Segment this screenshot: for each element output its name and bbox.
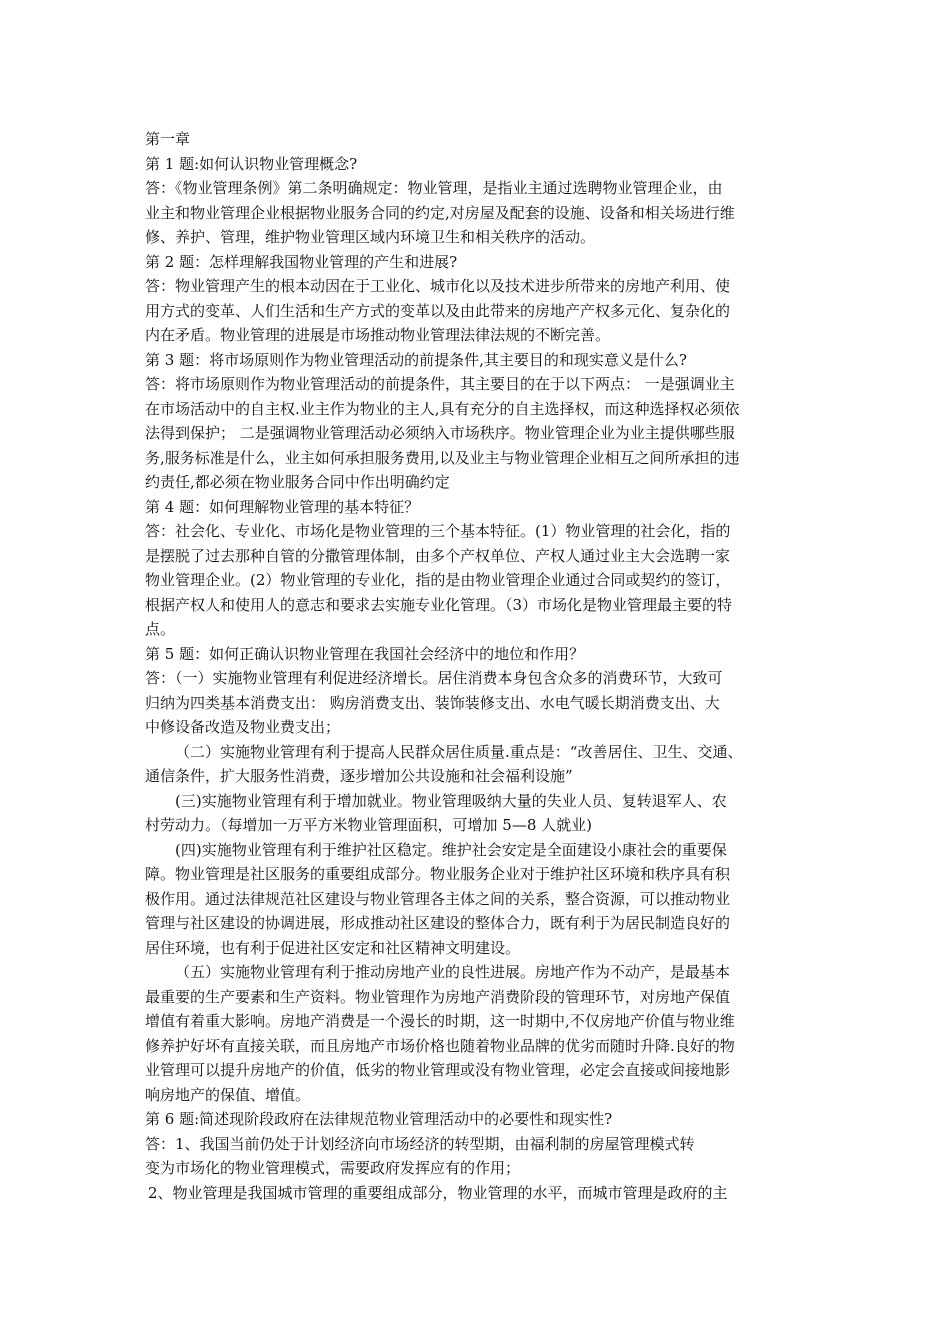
text-line: 修、养护、管理，维护物业管理区域内环境卫生和相关秩序的活动。 (145, 228, 596, 246)
text-line: 内在矛盾。物业管理的进展是市场推动物业管理法律法规的不断完善。 (145, 326, 611, 344)
text-line: 居住环境，也有利于促进社区安定和社区精神文明建设。 (145, 938, 521, 957)
text-line: 村劳动力。（每增加一万平方米物业管理面积，可增加 5—8 人就业) (145, 816, 592, 834)
text-line: 务,服务标准是什么，业主如何承担服务费用,以及业主与物业管理企业相互之间所承担的违 (145, 448, 740, 467)
text-line: 第一章 (145, 130, 191, 148)
text-line: 极作用。通过法律规范社区建设与物业管理各主体之间的关系，整合资源，可以推动物业 (145, 889, 731, 908)
text-line: 变为市场化的物业管理模式，需要政府发挥应有的作用； (145, 1159, 521, 1177)
text-line: 第 4 题：如何理解物业管理的基本特征？ (145, 497, 420, 516)
text-line: 物业管理企业。(2）物业管理的专业化，指的是由物业管理企业通过合同或契约的签订， (145, 571, 731, 589)
text-line: 业管理可以提升房地产的价值，低劣的物业管理或没有物业管理，必定会直接或间接地影 (145, 1061, 731, 1079)
text-line: （二）实施物业管理有利于提高人民群众居住质量.重点是：“改善居住、卫生、交通、 (175, 742, 743, 761)
text-line: (四)实施物业管理有利于维护社区稳定。维护社会安定是全面建设小康社会的重要保 (175, 840, 727, 859)
text-line: 法得到保护； 二是强调物业管理活动必须纳入市场秩序。物业管理企业为业主提供哪些服 (145, 424, 735, 442)
text-line: 第 1 题:如何认识物业管理概念? (145, 154, 358, 173)
text-line: 答：1、我国当前仍处于计划经济向市场经济的转型期，由福利制的房屋管理模式转 (145, 1134, 695, 1153)
text-line: 根据产权人和使用人的意志和要求去实施专业化管理。（3）市场化是物业管理最主要的特 (145, 595, 733, 614)
text-line: 第 3 题：将市场原则作为物业管理活动的前提条件,其主要目的和现实意义是什么? (145, 350, 687, 369)
text-line: 点。 (145, 620, 176, 638)
text-line: 增值有着重大影响。房地产消费是一个漫长的时期，这一时期中,不仅房地产价值与物业维 (145, 1012, 735, 1030)
text-line: （五）实施物业管理有利于推动房地产业的良性进展。房地产作为不动产，是最基本 (175, 963, 731, 981)
document-body (145, 127, 815, 1205)
text-line: 答：将市场原则作为物业管理活动的前提条件，其主要目的在于以下两点： 一是强调业主 (145, 375, 735, 393)
text-line: 管理与社区建设的协调进展，形成推动社区建设的整体合力，既有利于为居民制造良好的 (145, 914, 731, 932)
text-line: 修养护好坏有直接关联，而且房地产市场价格也随着物业品牌的优劣而随时升降.良好的物 (145, 1036, 735, 1055)
text-line: 约责任,都必须在物业服务合同中作出明确约定 (145, 473, 450, 491)
text-line: 通信条件，扩大服务性消费，逐步增加公共设施和社会福利设施” (145, 767, 573, 785)
text-line: 障。物业管理是社区服务的重要组成部分。物业服务企业对于维护社区环境和秩序具有积 (145, 865, 731, 883)
text-line: 第 2 题：怎样理解我国物业管理的产生和进展? (145, 252, 458, 271)
text-line: 归纳为四类基本消费支出： 购房消费支出、装饰装修支出、水电气暖长期消费支出、大 (145, 693, 720, 712)
text-line: 第 6 题:简述现阶段政府在法律规范物业管理活动中的必要性和现实性? (145, 1110, 613, 1128)
text-line: 用方式的变革、人们生活和生产方式的变革以及由此带来的房地产产权多元化、复杂化的 (145, 301, 731, 320)
text-line: 在市场活动中的自主权.业主作为物业的主人,具有充分的自主选择权，而这种选择权必须依 (145, 399, 740, 418)
text-line: 是摆脱了过去那种自管的分撒管理体制，由多个产权单位、产权人通过业主大会选聘一家 (145, 546, 731, 565)
text-line: 中修设备改造及物业费支出； (145, 718, 341, 736)
text-line: 答：（一）实施物业管理有利促进经济增长。居住消费本身包含众多的消费环节，大致可 (145, 669, 723, 687)
text-line: 2、物业管理是我国城市管理的重要组成部分，物业管理的水平，而城市管理是政府的主 (148, 1183, 728, 1202)
text-line: 答：物业管理产生的根本动因在于工业化、城市化以及技术进步所带来的房地产利用、使 (145, 277, 731, 295)
text-line: (三)实施物业管理有利于增加就业。物业管理吸纳大量的失业人员、复转退军人、农 (175, 791, 727, 810)
text-line: 业主和物业管理企业根据物业服务合同的约定,对房屋及配套的设施、设备和相关场进行维 (145, 203, 735, 222)
text-line: 最重要的生产要素和生产资料。物业管理作为房地产消费阶段的管理环节，对房地产保值 (145, 987, 731, 1006)
text-line: 答：《物业管理条例》第二条明确规定：物业管理，是指业主通过选聘物业管理企业，由 (145, 179, 723, 197)
text-line: 答：社会化、专业化、市场化是物业管理的三个基本特征。(1）物业管理的社会化，指的 (145, 522, 731, 540)
text-line: 响房地产的保值、增值。 (145, 1085, 311, 1104)
text-line: 第 5 题：如何正确认识物业管理在我国社会经济中的地位和作用？ (145, 644, 585, 663)
